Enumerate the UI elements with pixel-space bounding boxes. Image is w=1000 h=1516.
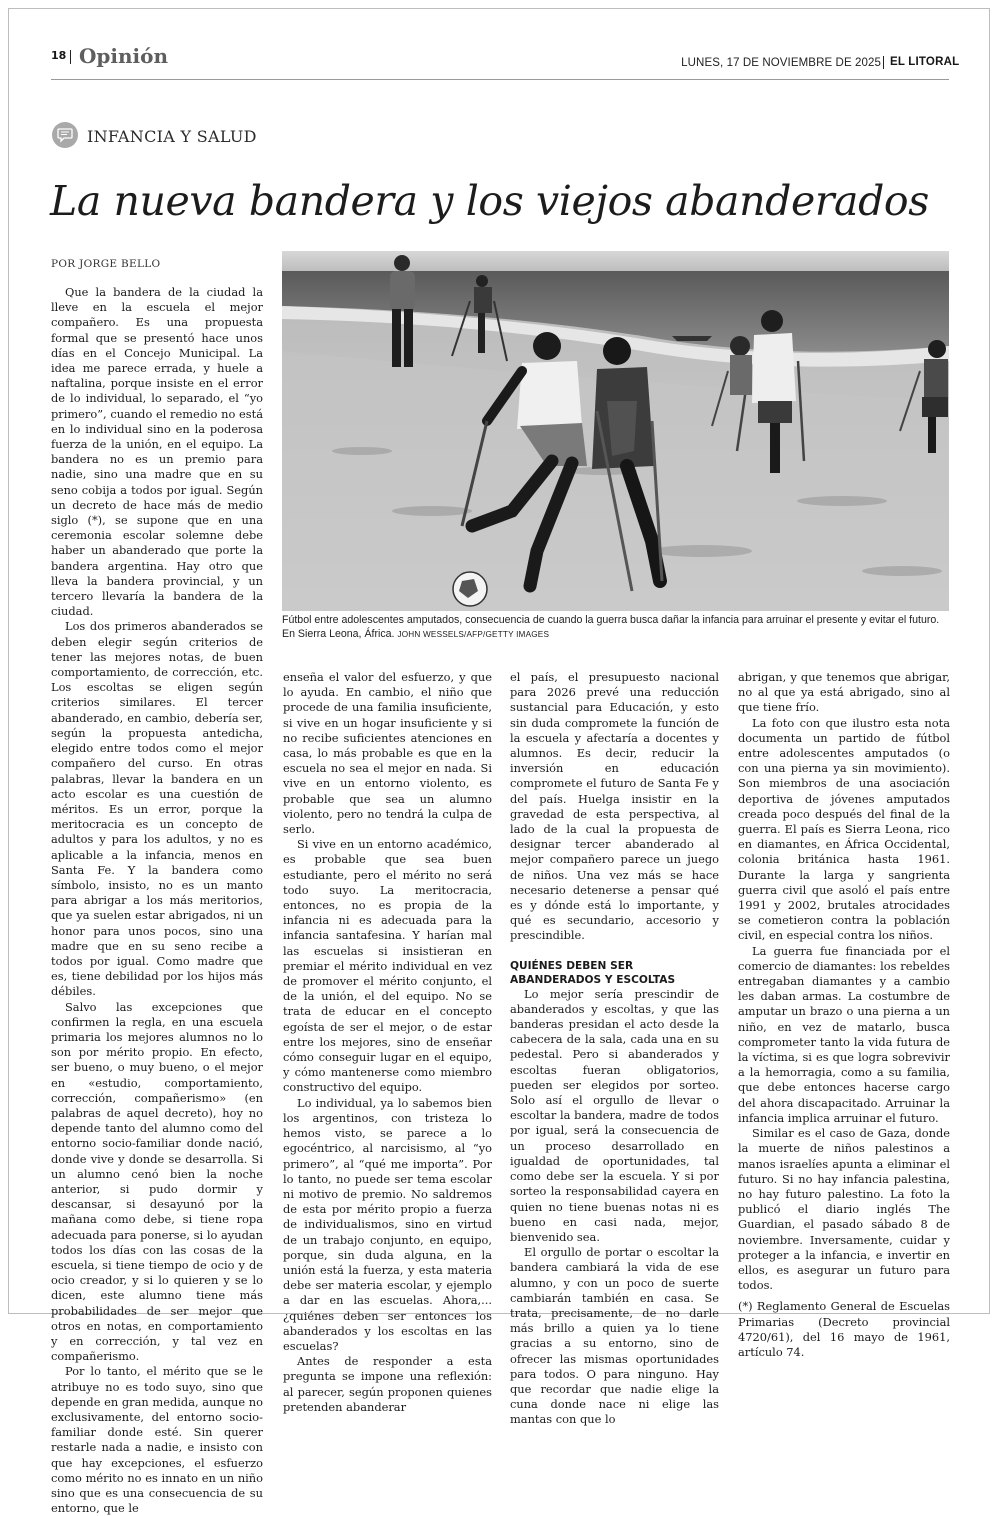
paragraph: Lo mejor sería prescindir de abanderados y escoltas, y que las banderas presidan el acto desde la cabecera de la sala, cada una en su pedestal. Pero si abanderados y escoltas fueran obligatorios, pueden ser elegidos por sorteo. Solo así el orgullo de llevar o escoltar la bandera, madre de todos por igual, será la consecuencia de un proceso desarrollado en igualdad de oportunidades, tal como debe ser la escuela. Y si por sorteo la responsabilidad cayera en quien no tiene buenas notas ni es bueno en casi nada, mejor, bienvenido sea.	[510, 986, 719, 1244]
photo-credit: JOHN WESSELS/AFP/GETTY IMAGES	[397, 629, 550, 639]
speech-bubble-icon	[52, 122, 78, 148]
byline: POR JORGE BELLO	[51, 258, 161, 270]
footnote: (*) Reglamento General de Escuelas Primarias (Decreto provincial 4720/61), del 16 mayo de 1961, artículo 74.	[738, 1299, 950, 1359]
header-separator-right	[883, 56, 884, 69]
section-name: Opinión	[79, 44, 169, 68]
paragraph: Antes de responder a esta pregunta se impone una reflexión: al parecer, según proponen quienes pretenden abanderar	[283, 1354, 492, 1414]
photo-caption	[282, 614, 949, 641]
paragraph: el país, el presupuesto nacional para 2026 prevé una reducción sustancial para Educación, y esto sin duda compromete la función de la escuela y afectaría a docentes y alumnos. Es decir, reducir la inversión en educación compromete el futuro de Santa Fe y del país. Huelga insistir en la gravedad de esta perspectiva, al lado de la cual la propuesta de designar tercer abanderado al mejor compañero parece un juego de niños. Una vez más se hace necesario detenerse a pensar qué es y dónde está lo importante, y qué es secundario, accesorio y prescindible.	[510, 670, 719, 943]
article-photo	[282, 251, 949, 611]
paragraph: El orgullo de portar o escoltar la bandera cambiará la vida de ese alumno, y con un poco de suerte cambiarán también en casa. Se trata, precisamente, de no darle más brillo a quien ya lo tiene gracias a su entorno, sino de ofrecer las mismas oportunidades para todos. O para ninguno. Hay que recordar que nadie elige la cuna donde nace ni elige las mantas con que lo	[510, 1245, 719, 1427]
topic-label: INFANCIA Y SALUD	[87, 127, 257, 146]
newspaper-name: EL LITORAL	[890, 56, 960, 68]
article-column-2	[283, 670, 492, 1415]
header-rule	[51, 79, 949, 80]
publication-date: LUNES, 17 DE NOVIEMBRE DE 2025	[681, 57, 881, 69]
paragraph: La foto con que ilustro esta nota documenta un partido de fútbol entre adolescentes amputados (o con una pierna ya sin movimiento). Son miembros de una asociación deportiva de jóvenes amputados creada poco después del final de la guerra. El país es Sierra Leona, rico en diamantes, en África Occidental, colonia británica hasta 1961. Durante la larga y sangrienta guerra civil que asoló el país entre 1991 y 2002, brutales atrocidades se cometieron contra la población civil, en especial contra los niños.	[738, 715, 950, 943]
caption-text: Fútbol entre adolescentes amputados, consecuencia de cuando la guerra busca dañar la infancia para arruinar el presente y evitar el futuro. En Sierra Leona, África.	[282, 614, 940, 640]
header-separator	[70, 50, 71, 64]
article-column-3	[510, 670, 719, 1428]
headline: La nueva bandera y los viejos abanderados	[50, 177, 929, 225]
paragraph: Por lo tanto, el mérito que se le atribuye no es todo suyo, sino que depende en gran medida, aunque no exclusivamente, del entorno socio-familiar donde esté. Sin querer restarle nada a nadie, e insisto con que hay excepciones, el esfuerzo como mérito no es innato en un niño sino que es una consecuencia de su entorno, que le	[51, 1364, 263, 1516]
page-number: 18	[51, 49, 67, 62]
article-column-1	[51, 285, 263, 1516]
paragraph: Los dos primeros abanderados se deben elegir según criterios de tener las mejores notas, de buen comportamiento, de corrección, etc. Los escoltas se eligen según criterios similares. El tercer abanderado, en cambio, debería ser, según la propuesta antedicha, elegido entre todos como el mejor compañero del curso. En otras palabras, llevar la bandera en un acto escolar es una cuestión de méritos. Es un error, porque la meritocracia es un concepto de adultos y para los adultos, y no es aplicable a la infancia, menos en Santa Fe. Y la bandera como símbolo, insisto, no es un manto para abrigar a los más meritorios, que ya suelen estar abrigados, ni un honor para unos pocos, sino una madre que en su seno recibe a todos por igual. Como madre que es, tiene debilidad por los hijos más débiles.	[51, 619, 263, 999]
paragraph: Salvo las excepciones que confirmen la regla, en una escuela primaria los mejores alumnos no lo son por mérito propio. En efecto, ser bueno, o muy bueno, o el mejor en «estudio, comportamiento, corrección, compañerismo» (en palabras de aquel decreto), hoy no depende tanto del alumno como del entorno socio-familiar donde nació, donde vive y donde se desarrolla. Si un alumno cenó bien la noche anterior, si pudo dormir y descansar, si desayunó por la mañana como debe, si tiene ropa adecuada para ponerse, si lo ayudan todos los días con las cosas de la escuela, si tiene tiempo de ocio y de ocio creador, y si lo quieren y se lo dicen, este alumno tiene más probabilidades de ser mejor que otros en notas, en comportamiento y en corrección, y tal vez en compañerismo.	[51, 999, 263, 1364]
subheading: QUIÉNES DEBEN SER ABANDERADOS Y ESCOLTAS	[510, 959, 676, 986]
paragraph: abrigan, y que tenemos que abrigar, no al que ya está abrigado, sino al que tiene frío.	[738, 670, 950, 715]
paragraph: Si vive en un entorno académico, es probable que sea buen estudiante, pero el mérito no será todo suyo. La meritocracia, entonces, no es propia de la infancia ni es adecuada para la infancia santafesina. Y harían mal las escuelas si insistieran en premiar el mérito individual en vez de promover el mérito conjunto, el de la unión, el del equipo. No se trata de educar en el concepto egoísta de ser el mejor, o de estar entre los mejores, sino de enseñar cómo conseguir lugar en el equipo, y cómo mantenerse como miembro constructivo del equipo.	[283, 837, 492, 1095]
paragraph: Lo individual, ya lo sabemos bien los argentinos, con tristeza lo hemos visto, se parece a lo egocéntrico, al narcisismo, al “yo primero”, al “qué me importa”. Por lo tanto, no puede ser tema escolar ni motivo de premio. No saldremos de esta por mérito propio a fuerza de individualismos, sino en virtud de un trabajo conjunto, en equipo, porque, sin duda alguna, en la unión está la fuerza, y esta materia debe ser materia escolar, y ejemplo a dar en las escuelas. Ahora,... ¿quiénes deben ser entonces los abanderados y los escoltas en las escuelas?	[283, 1095, 492, 1353]
paragraph: enseña el valor del esfuerzo, y que lo ayuda. En cambio, el niño que procede de una familia insuficiente, si vive en un hogar insuficiente y si no recibe suficientes atenciones en casa, lo más probable es que en la escuela no sea el mejor en nada. Si vive en un entorno violento, es probable que sea un alumno violento, pero no tendrá la culpa de serlo.	[283, 670, 492, 837]
paragraph: Similar es el caso de Gaza, donde la muerte de niños palestinos a manos israelíes apunta a eliminar el futuro. Si no hay infancia palestina, no hay futuro palestino. La foto la publicó el diario inglés The Guardian, el pasado sábado 8 de noviembre. Inversamente, cuidar y proteger a la infancia, e invertir en ellos, es asegurar un futuro para todos.	[738, 1126, 950, 1293]
paragraph: La guerra fue financiada por el comercio de diamantes: los rebeldes entregaban diamantes y a cambio les daban armas. La costumbre de amputar un brazo o una pierna a un niño, en vez de matarlo, busca comprometer tanto la vida futura de la víctima, si es que logra sobrevivir a la hemorragia, como a su familia, que debe entonces hacerse cargo del ahora discapacitado. Arruinar la infancia implica arruinar el futuro.	[738, 943, 950, 1125]
article-column-4	[738, 670, 950, 1360]
paragraph: Que la bandera de la ciudad la lleve en la escuela el mejor compañero. Es una propuesta formal que se presentó hace unos días en el Concejo Municipal. La idea me parece errada, y huele a naftalina, porque insiste en el error de lo individual, lo separado, el “yo primero”, cuando el remedio no está en lo individual sino en la poderosa fuerza de la unión, en el equipo. La bandera no es un premio para nadie, sino una madre que en su seno cobija a todos por igual. Según un decreto de hace más de medio siglo (*), se supone que en una ceremonia escolar solemne debe haber un abanderado que porte la bandera argentina. Hay otro que lleva la bandera provincial, y un tercero llevaría la bandera de la ciudad.	[51, 285, 263, 619]
